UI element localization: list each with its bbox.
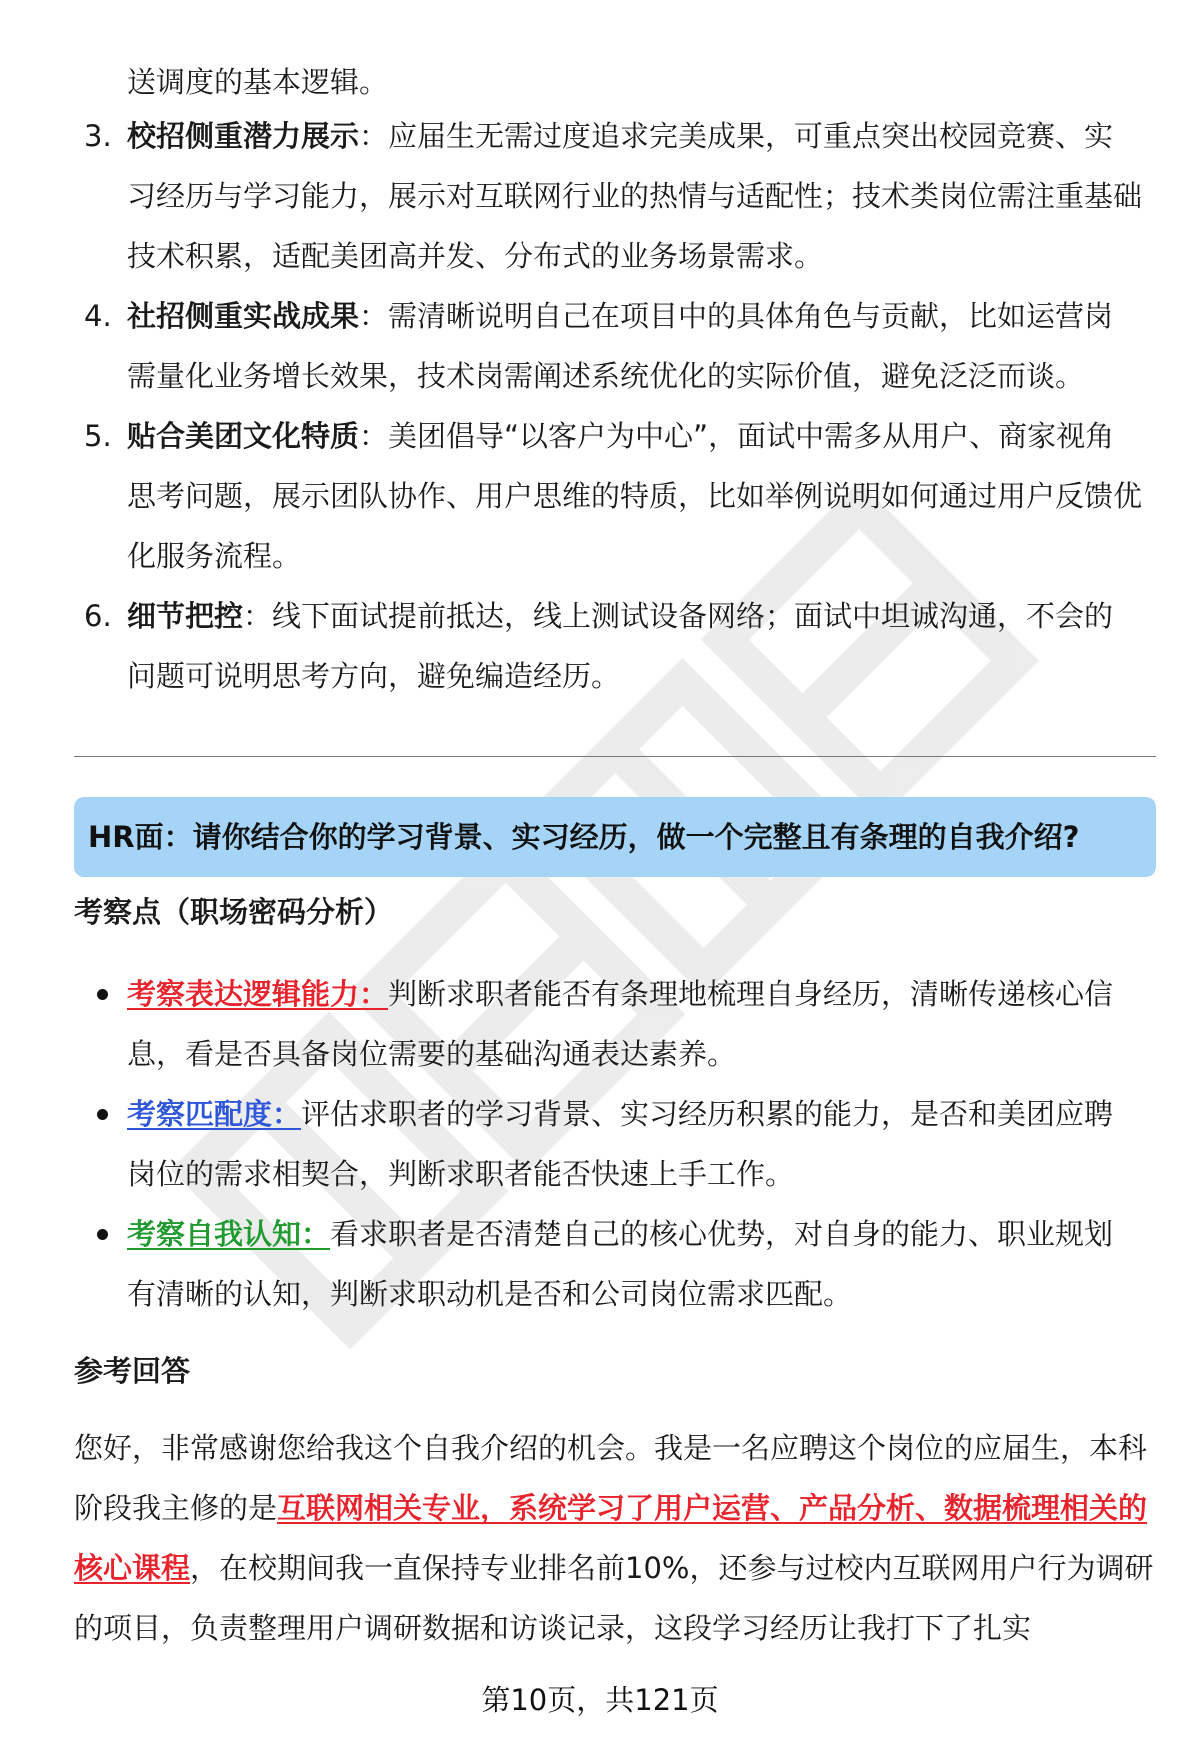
tips-list <box>0 106 1200 706</box>
list-number: 3. <box>84 119 112 153</box>
answer-highlight: 互联网相关专业，系统学习了用户运营、产品分析、数据梳理相关的核心课程 <box>74 1491 1148 1585</box>
assessment-keyword: 考察表达逻辑能力： <box>127 977 389 1011</box>
list-item <box>0 1204 1142 1324</box>
assessment-keyword: 考察自我认知： <box>127 1217 331 1251</box>
answer-text: 您好，非常感谢您给我这个自我介绍的机会。我是一名应聘这个岗位的应届生，本科阶段我主修的是 <box>74 1431 1148 1525</box>
continuation-text: 送调度的基本逻辑。 <box>127 65 389 99</box>
bullet-dot <box>97 1109 108 1120</box>
bullet-dot <box>97 1229 108 1240</box>
list-number: 6. <box>84 599 112 633</box>
assessment-text: 判断求职者能否有条理地梳理自身经历，清晰传递核心信息，看是否具备岗位需要的基础沟通表达素养。 <box>127 977 1114 1071</box>
list-number: 5. <box>84 419 112 453</box>
tip-title: 社招侧重实战成果 <box>127 299 360 333</box>
list-item <box>0 406 1142 586</box>
bullet-dot <box>97 989 108 1000</box>
assessment-keyword: 考察匹配度： <box>127 1097 302 1131</box>
answer-text: ，在校期间我一直保持专业排名前10%，还参与过校内互联网用户行为调研的项目，负责整理用户调研数据和访谈记录，这段学习经历让我打下了扎实 <box>74 1551 1154 1645</box>
answer-heading: 参考回答 <box>74 1354 191 1388</box>
tip-text: ：应届生无需过度追求完美成果，可重点突出校园竞赛、实习经历与学习能力，展示对互联网行业的热情与适配性；技术类岗位需注重基础技术积累，适配美团高并发、分布式的业务场景需求。 <box>127 119 1143 273</box>
question-banner: HR面：请你结合你的学习背景、实习经历，做一个完整且有条理的自我介绍? <box>74 797 1156 877</box>
list-item <box>0 106 1142 286</box>
assessment-list <box>0 964 1200 1324</box>
list-item <box>0 964 1142 1084</box>
tip-title: 校招侧重潜力展示 <box>127 119 360 153</box>
list-number: 4. <box>84 299 112 333</box>
list-item <box>0 586 1142 706</box>
page-footer: 第10页，共121页 <box>481 1683 719 1717</box>
tip-title: 细节把控 <box>127 599 244 633</box>
list-item <box>0 286 1142 406</box>
assessment-heading: 考察点（职场密码分析） <box>74 895 394 929</box>
section-divider <box>74 756 1156 757</box>
tip-text: ：线下面试提前抵达，线上测试设备网络；面试中坦诚沟通，不会的问题可说明思考方向，避免编造经历。 <box>127 599 1114 693</box>
list-item <box>0 1084 1142 1204</box>
tip-title: 贴合美团文化特质 <box>127 419 360 453</box>
tip-text: ：美团倡导“以客户为中心”，面试中需多从用户、商家视角思考问题，展示团队协作、用户思维的特质，比如举例说明如何通过用户反馈优化服务流程。 <box>127 419 1143 573</box>
assessment-text: 看求职者是否清楚自己的核心优势，对自身的能力、职业规划有清晰的认知，判断求职动机是否和公司岗位需求匹配。 <box>127 1217 1114 1311</box>
answer-paragraph <box>74 1418 1156 1658</box>
tip-text: ：需清晰说明自己在项目中的具体角色与贡献，比如运营岗需量化业务增长效果，技术岗需阐述系统优化的实际价值，避免泛泛而谈。 <box>127 299 1114 393</box>
assessment-text: 评估求职者的学习背景、实习经历积累的能力，是否和美团应聘岗位的需求相契合，判断求职者能否快速上手工作。 <box>127 1097 1114 1191</box>
